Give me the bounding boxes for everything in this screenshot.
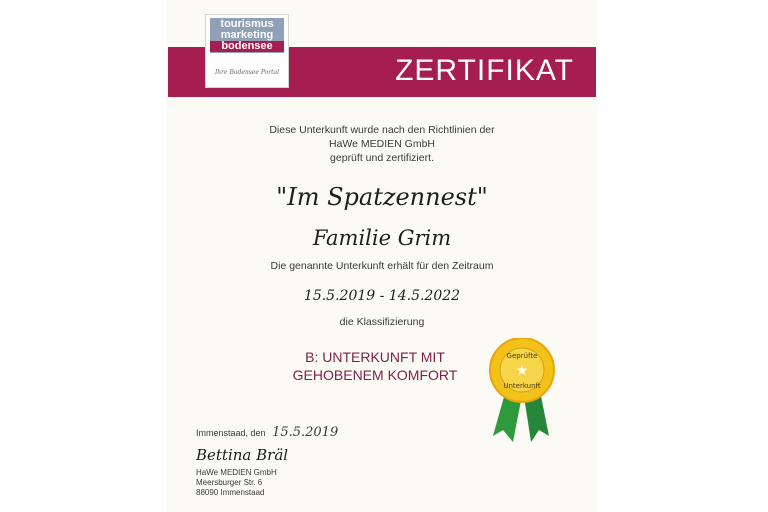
classification-line-1: B: UNTERKUNFT MIT [305, 349, 445, 365]
certificate-title: ZERTIFIKAT [395, 54, 574, 87]
signing-date: 15.5.2019 [272, 425, 339, 440]
property-name: "Im Spatzennest" [276, 183, 488, 211]
certified-badge [485, 338, 559, 458]
period-label: Die genannte Unterkunft erhält für den Zeitraum [270, 260, 494, 272]
classification-line-2: GEHOBENEM KOMFORT [292, 367, 458, 383]
logo-line-1: tourismus [220, 18, 274, 30]
rosette-icon [485, 338, 559, 458]
place-date [196, 425, 339, 440]
logo-line-2: marketing [220, 29, 274, 41]
logo-line-3: bodensee [210, 41, 284, 52]
tourism-logo [205, 14, 289, 88]
intro-line-2: HaWe MEDIEN GmbH [329, 138, 435, 150]
logo-tagline: Ihre Bodensee Portal [214, 69, 280, 76]
company-city: 88090 Immenstaad [196, 488, 265, 497]
company-name: HaWe MEDIEN GmbH [196, 468, 277, 477]
badge-top-text: Geprüfte [506, 352, 538, 360]
place-date-label: Immenstaad, den [196, 428, 266, 438]
owner-name: Familie Grim [312, 226, 452, 250]
signature: Bettina Bräl [196, 446, 289, 464]
period-value: 15.5.2019 - 14.5.2022 [303, 288, 461, 304]
intro-line-3: geprüft und zertifiziert. [330, 152, 434, 164]
logo-text [210, 18, 284, 53]
badge-bottom-text: Unterkunft [503, 382, 541, 390]
company-street: Meersburger Str. 6 [196, 478, 263, 487]
star-icon: ★ [515, 362, 529, 378]
intro-line-1: Diese Unterkunft wurde nach den Richtlinien der [269, 124, 495, 136]
classification-title [250, 348, 500, 384]
classification-label: die Klassifizierung [339, 316, 425, 328]
